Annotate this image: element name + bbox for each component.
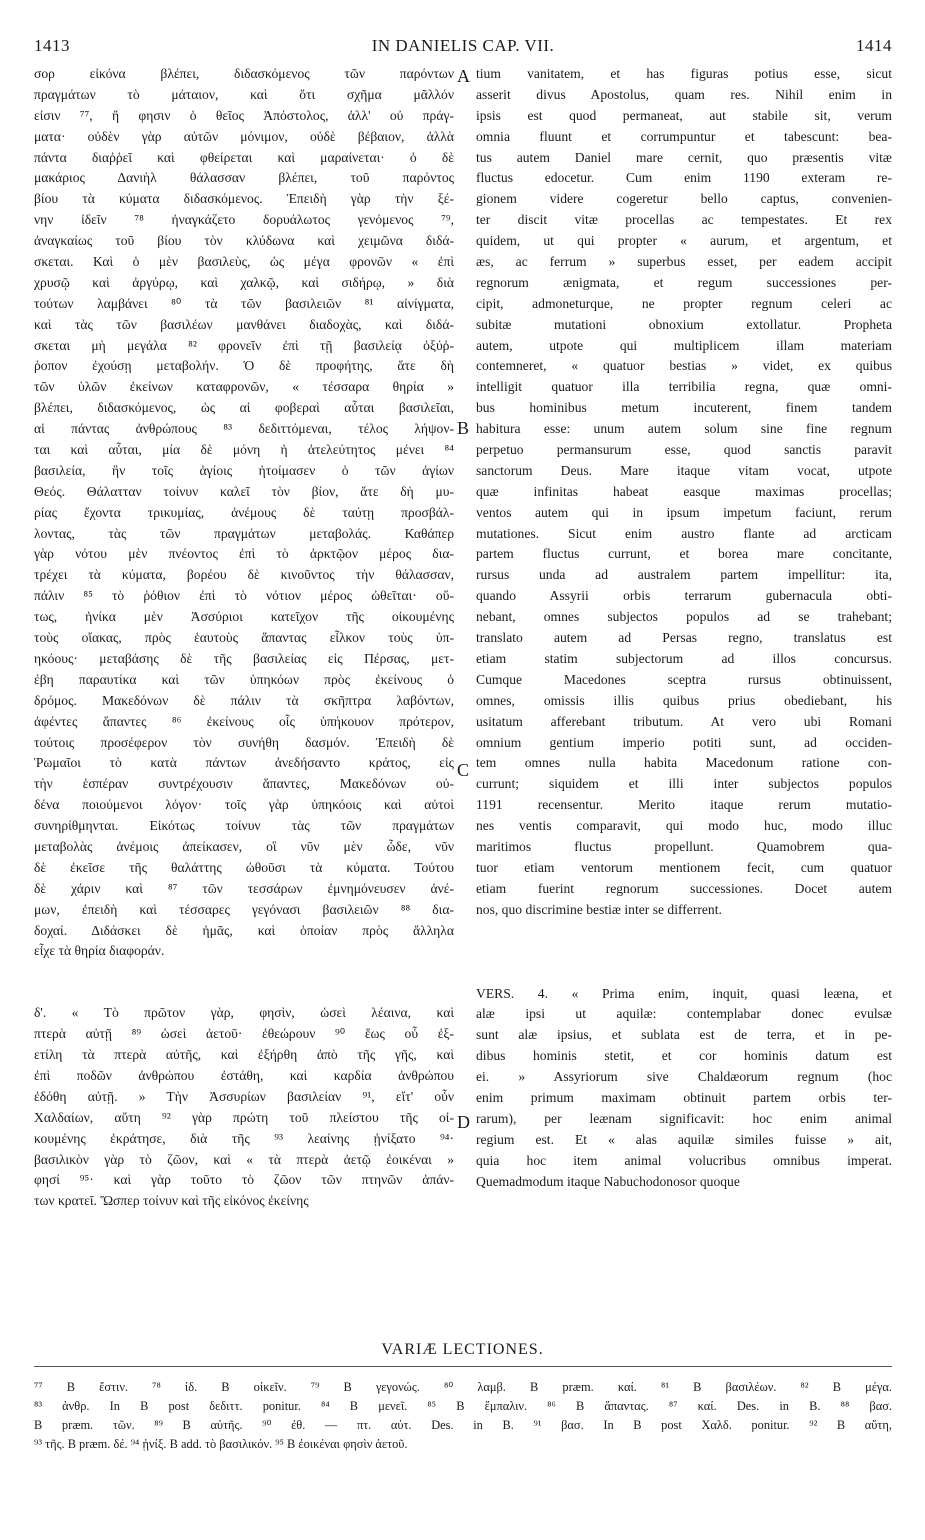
- text-line: συνηρίθμηνται. Εἰκότως τοίνυν τὰς τῶν πραγμάτων: [34, 818, 454, 834]
- text-line: currunt; siquidem et illi inter subjectos populos: [476, 776, 892, 792]
- text-line: ται καὶ αὗται, μία δὲ μόνη ἡ ἀτελεύτητος μένει ⁸⁴: [34, 442, 454, 458]
- text-line: δ'. « Τὸ πρῶτον γὰρ, φησὶν, ὡσεὶ λέαινα, καὶ: [34, 1005, 454, 1021]
- text-line: quæ infinitas habeat easque maximas procellas;: [476, 483, 892, 499]
- text-line: πτερὰ αὐτῇ ⁸⁹ ὡσεὶ ἀετοῦ· ἐθεώρουν ⁹⁰ ἕως οὗ ἐξ-: [34, 1026, 454, 1042]
- text-line: ei. » Assyriorum sive Chaldæorum regnum (hoc: [476, 1069, 892, 1085]
- text-line: fluctus edocetur. Cum enim 1190 exteram re-: [476, 170, 892, 186]
- text-line: πάλιν ⁸⁵ τὸ ῥόθιον ἐπὶ τὸ νότιον μέρος ὠθεῖται· οὕ-: [34, 588, 454, 604]
- text-line: nes ventis comparavit, qui modo huc, modo illuc: [476, 818, 892, 834]
- text-line: ματα· οὐδὲν γὰρ αὐτῶν μόνιμον, οὐδὲ βέβαιον, ἀλλὰ: [34, 128, 454, 144]
- text-line: βλέπει, διδασκόμενος, ὡς αἱ φοβεραὶ αὗται βασιλεῖαι,: [34, 400, 454, 416]
- page-number-left: 1413: [34, 36, 70, 55]
- text-line: γὰρ νότου μὲν πνέοντος ἐπὶ τὸ ἀρκτῷον μέρος δια-: [34, 546, 454, 562]
- text-line: δὲ χάριν καὶ ⁸⁷ τῶν τεσσάρων ἐμνημόνευσεν ἀνέ-: [34, 880, 454, 896]
- text-line: quando Assyrii orbis terrarum gubernacula obti-: [476, 588, 892, 604]
- variant-line: ⁹³ τῆς. B præm. δέ. ⁹⁴ ᾐνίξ. B add. τὸ βασιλικόν. ⁹⁵ B ἐοικέναι φησὶν ἀετοῦ.: [34, 1437, 408, 1451]
- text-line: Ῥωμαῖοι τὸ κατὰ πάντων ἀνεδήσαντο κράτος, εἰς: [34, 755, 454, 771]
- text-line: τοὺς οἴακας, πρὸς ἑαυτοὺς ἅπαντας εἷλκον τοὺς ὑπ-: [34, 630, 454, 646]
- text-line: nos, quo discrimine bestiæ inter se differrent.: [476, 901, 722, 917]
- text-line: tus autem Daniel mare cernit, quo præsentis vitæ: [476, 149, 892, 165]
- text-line: μεταβολὰς ἀνέμοις ἀπείκασεν, οἳ νῦν μὲν ὧδε, νῦν: [34, 838, 454, 854]
- text-line: ter discit vitæ procellas ac tempestates. Et rex: [476, 212, 892, 228]
- text-line: regium est. Et « alas aquilæ similes fuisse » ait,: [476, 1131, 892, 1147]
- text-line: autem, utpote qui multiplicem illam materiam: [476, 337, 892, 353]
- text-line: alæ ipsi ut aquilæ: contemplabar donec evulsæ: [476, 1006, 892, 1022]
- variae-lectiones-heading: VARIÆ LECTIONES.: [381, 1341, 544, 1358]
- text-line: sanctorum Deus. Mare itaque vitam vocat, utpote: [476, 462, 892, 478]
- variant-line: ⁷⁷ B ἔστιν. ⁷⁸ ἰδ. B οἰκεῖν. ⁷⁹ B γεγονώς. ⁸⁰ λαμβ. B præm. καί. ⁸¹ B βασιλέων. ⁸² B μέγα.: [34, 1380, 892, 1394]
- text-line: etiam statim subjectorum ad illos concursus.: [476, 650, 892, 666]
- margin-letter-c: C: [457, 760, 470, 780]
- text-line: partem fluctus currunt, et borea mare concitante,: [476, 546, 892, 562]
- paragraph-gap: [34, 962, 454, 1003]
- variae-lectiones: [34, 1378, 892, 1454]
- text-line: τούτοις προσέφερον τὸν συνήθη δασμόν. Ἐπειδὴ δὲ: [34, 734, 454, 750]
- page-header: [34, 36, 892, 60]
- text-line: tium vanitatem, et has figuras potius esse, sicut: [476, 66, 892, 81]
- text-line: μακάριος Δανιὴλ θάλασσαν βλέπει, τοῦ παρόντος: [34, 170, 454, 186]
- running-title: IN DANIELIS CAP. VII.: [371, 36, 555, 55]
- text-line: ἀναγκαίως τοῦ βίου τὸν κλύδωνα καὶ χειμῶνα διδά-: [34, 233, 454, 249]
- greek-column: [34, 64, 454, 1212]
- text-line: rursus unda ad australem partem impellitur: ita,: [476, 567, 892, 583]
- text-line: φησί ⁹⁵· καὶ γὰρ τοῦτο τὸ ζῶον τῶν πτηνῶν ἁπάν-: [34, 1172, 454, 1188]
- text-line: ηκόους· μεταβάσης δὲ τῆς βασιλείας εἰς Πέρσας, μετ-: [34, 650, 454, 666]
- text-line: ἐδόθη αὐτῇ. » Τὴν Ἀσσυρίων βασιλείαν ⁹¹, εἴτ' οὖν: [34, 1088, 454, 1104]
- text-line: maritimos fluctus propellunt. Quamobrem qua-: [476, 838, 892, 854]
- text-line: mutationes. Sicut enim austro flante ad arcticam: [476, 525, 892, 541]
- text-line: λοντας, τὰς τῶν πραγμάτων μεταβολάς. Καθάπερ: [34, 525, 454, 541]
- text-line: translato autem ad Persas regno, translatus est: [476, 630, 892, 646]
- text-line: omnia fluunt et corrumpuntur et tabescunt: bea-: [476, 128, 892, 144]
- divider: [34, 1366, 892, 1367]
- text-line: εἶχε τὰ θηρία διαφοράν.: [34, 943, 165, 959]
- text-line: Quemadmodum itaque Nabuchodonosor quoque: [476, 1173, 740, 1189]
- text-line: δένα ποιούμενοι λόγον· τοῖς γὰρ ὑπηκόοις καὶ αὐτοὶ: [34, 797, 454, 813]
- text-line: νην ἰδεῖν ⁷⁸ ἠναγκάζετο δορυάλωτος γενόμενος ⁷⁹,: [34, 212, 454, 228]
- paragraph-gap: [476, 921, 892, 984]
- text-line: τρέχει τὰ κύματα, βορέου δὲ κινοῦντος τὴν θάλασσαν,: [34, 567, 454, 583]
- page-number-right: 1414: [856, 36, 892, 55]
- text-line: αἱ πάντας ἀνθρώπους ⁸³ δεδιττόμεναι, τέλος λήψον-: [34, 421, 454, 437]
- text-line: βασιλεία, ἣν τοῖς ἁγίοις ἡτοίμασεν ὁ τῶν ἁγίων: [34, 462, 454, 478]
- text-line: δρόμος. Μακεδόνων δὲ πάλιν τὰ σκῆπτρα λαβόντων,: [34, 692, 454, 708]
- text-line: contemneret, « quatuor bestias » videt, ex quibus: [476, 358, 892, 374]
- text-line: bus hominibus metum incuterent, finem tandem: [476, 400, 892, 416]
- text-line: σκεται. Καὶ ὁ μὲν βασιλεὺς, ὡς μέγα φρονῶν « ἐπὶ: [34, 254, 454, 270]
- text-line: Χαλδαίων, αὕτη ⁹² γὰρ πρώτη τοῦ πλείστου τῆς οἰ-: [34, 1109, 454, 1125]
- text-line: quidem, ut qui propter « aurum, et argentum, et: [476, 233, 892, 249]
- text-line: δοχαί. Διδάσκει δὲ ἡμᾶς, καὶ ὁποίαν πρὸς ἄλληλα: [34, 922, 454, 938]
- text-line: δὲ ἐκεῖσε τῆς θαλάττης ὠθοῦσι τὰ κύματα. Τούτου: [34, 859, 454, 875]
- text-line: tuor etiam ventorum mentionem fecit, cum quatuor: [476, 859, 892, 875]
- variant-line: ⁸³ ἀνθρ. In B post δεδιττ. ponitur. ⁸⁴ B μενεῖ. ⁸⁵ B ἔμπαλιν. ⁸⁶ B ἅπαντας. ⁸⁷ καί. Des. in B. ⁸⁸ βασ.: [34, 1399, 892, 1413]
- text-line: dibus hominis stetit, et cor hominis datum est: [476, 1048, 892, 1064]
- text-line: omnium gentium imperio potiti sunt, ad occiden-: [476, 734, 892, 750]
- text-line: habitura esse: unum autem solum sine fine regnum: [476, 421, 892, 437]
- text-line: ventos autem qui in ipsum impetum faciunt, rerum: [476, 504, 892, 520]
- text-line: πάντα διαῤῥεῖ καὶ φθείρεται καὶ μαραίνεται· ὁ δὲ: [34, 149, 454, 165]
- text-line: τως, ἡνίκα μὲν Ἀσσύριοι κατεῖχον τῆς οἰκουμένης: [34, 609, 454, 625]
- text-line: etiam fuerint regnorum successiones. Docet autem: [476, 880, 892, 896]
- text-line: ἐπὶ ποδῶν ἀνθρώπου ἐστάθη, καὶ καρδία ἀνθρώπου: [34, 1067, 454, 1083]
- text-line: ῥοπον ἐχούσῃ μεταβολήν. Ὁ δὲ προφήτης, ἅτε δὴ: [34, 358, 454, 374]
- margin-letter-b: B: [457, 418, 470, 438]
- text-line: enim primum maximam obtinuit partem orbis ter-: [476, 1089, 892, 1105]
- text-line: τῶν ὑλῶν ἐκείνων καταφρονῶν, « τέσσαρα θηρία »: [34, 379, 454, 395]
- text-line: πραγμάτων τὸ μάταιον, καὶ ὅτι σχῆμα μᾶλλόν: [34, 86, 454, 102]
- text-line: τούτων λαμβάνει ⁸⁰ τὰ τῶν βασιλειῶν ⁸¹ αἰνίγματα,: [34, 295, 454, 311]
- text-line: Cumque Macedones sceptra rursus obtinuissent,: [476, 671, 892, 687]
- text-line: μων, ἐπειδὴ καὶ τέσσαρες γεγόνασι βασιλειῶν ⁸⁸ δια-: [34, 901, 454, 917]
- text-line: subitæ mutationi obnoxium extollatur. Propheta: [476, 316, 892, 332]
- text-line: βασιλικὸν γὰρ τὸ ζῶον, καὶ « τὰ πτερὰ ἀετῷ ἐοικέναι »: [34, 1151, 454, 1167]
- text-line: rarum), per leænam significavit: hoc enim animal: [476, 1110, 892, 1126]
- latin-column: [476, 64, 892, 1192]
- text-line: sunt alæ ipsius, et sublata est de terra, et in pe-: [476, 1027, 892, 1043]
- text-line: gionem videre cogeretur bello captus, convenien-: [476, 191, 892, 207]
- text-line: usitatum afferebant tributum. At vero ubi Romani: [476, 713, 892, 729]
- text-line: cipit, admoneturque, ne propter regnum celeri ac: [476, 295, 892, 311]
- text-line: asserit divus Apostolus, quam res. Nihil enim in: [476, 86, 892, 102]
- text-line: VERS. 4. « Prima enim, inquit, quasi leæna, et: [476, 985, 892, 1001]
- text-line: 1191 recensentur. Merito itaque rerum mutatio-: [476, 797, 892, 813]
- text-line: tem omnes nulla habita Macedonum ratione con-: [476, 755, 892, 771]
- text-line: κουμένης ἐκράτησε, διὰ τῆς ⁹³ λεαίνης ᾐνίξατο ⁹⁴·: [34, 1130, 454, 1146]
- text-line: βίου τὰ κύματα διδασκόμενος. Ἐπειδὴ γὰρ τὴν ξέ-: [34, 191, 454, 207]
- text-line: χρυσῷ καὶ ἀργύρῳ, καὶ χαλκῷ, καὶ σιδήρῳ, » διὰ: [34, 274, 454, 290]
- text-line: σορ εἰκόνα βλέπει, διδασκόμενος τῶν παρόντων: [34, 66, 454, 81]
- text-line: ρίας ἔχοντα τρικυμίας, ἀνέμους δὲ ταύτῃ προσβάλ-: [34, 504, 454, 520]
- text-line: εἰσιν ⁷⁷, ἤ φησιν ὁ θεῖος Ἀπόστολος, ἀλλ' οὐ πράγ-: [34, 107, 454, 123]
- text-line: ipsis est quod permaneat, aut stabile sit, verum: [476, 107, 892, 123]
- text-line: ετίλη τὰ πτερὰ αὐτῆς, καὶ ἐξήρθη ἀπὸ τῆς γῆς, καὶ: [34, 1047, 454, 1063]
- margin-letter-a: A: [457, 66, 470, 86]
- margin-letter-d: D: [457, 1112, 470, 1132]
- text-line: æs, ac ferrum » superbus esset, per eadem accipit: [476, 254, 892, 270]
- text-line: Θεός. Θάλατταν τοίνυν καλεῖ τὸν βίον, ἅτε δὴ μυ-: [34, 483, 454, 499]
- text-line: των κρατεῖ. Ὥσπερ τοίνυν καὶ τῆς εἰκόνος ἐκείνης: [34, 1193, 309, 1209]
- text-line: ἀφέντες ἅπαντες ⁸⁶ ἐκείνους οἷς ὑπήκουον πρότερον,: [34, 713, 454, 729]
- text-line: καὶ τὰς τῶν βασιλέων μανθάνει διαδοχὰς, καὶ διδά-: [34, 316, 454, 332]
- text-line: quia hoc item animal volucribus omnibus imperat.: [476, 1152, 892, 1168]
- text-line: nebant, omnes subjectos populos ad se trahebant;: [476, 609, 892, 625]
- text-line: omnes, omissis illis quibus prius obediebant, his: [476, 692, 892, 708]
- text-line: σκεται μὴ μεγάλα ⁸² φρονεῖν ἐπὶ τῇ βασιλείᾳ ὀξύῤ-: [34, 337, 454, 353]
- text-line: perpetuo permansurum esse, quod sanctis paravit: [476, 442, 892, 458]
- text-line: τὴν ἑσπέραν συντρέχουσιν ἅπαντες, Μακεδόνων οὐ-: [34, 776, 454, 792]
- text-line: regnorum ænigmata, et regum successiones per-: [476, 274, 892, 290]
- text-line: intelligit quatuor illa terribilia regna, quæ omni-: [476, 379, 892, 395]
- variant-line: B præm. τῶν. ⁸⁹ B αὐτῆς. ⁹⁰ ἐθ. — πτ. αὐτ. Des. in B. ⁹¹ βασ. In B post Χαλδ. ponitur. ⁹² B αὕτη,: [34, 1418, 892, 1432]
- text-line: έβη παραυτίκα καὶ τῶν ὑπηκόων πρὸς ἐκείνους ὁ: [34, 671, 454, 687]
